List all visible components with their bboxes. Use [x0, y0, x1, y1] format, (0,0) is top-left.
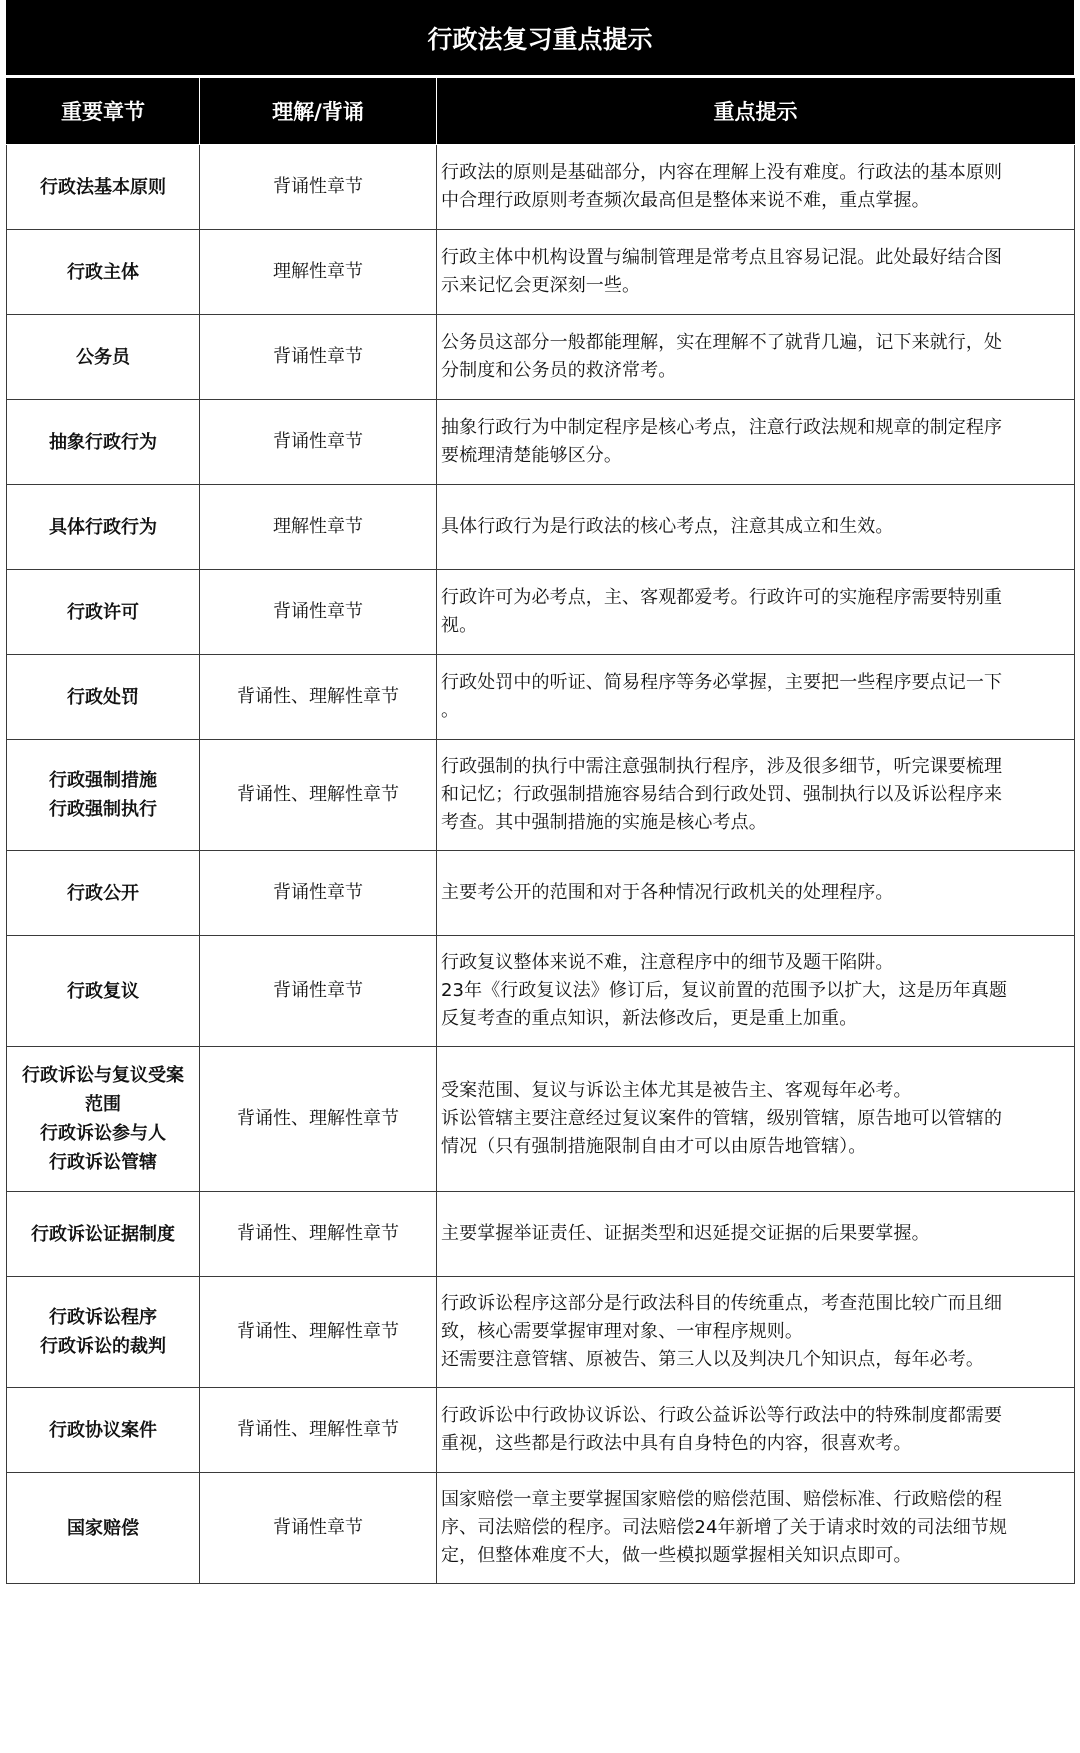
type-line: 背诵性、理解性章节: [237, 1108, 399, 1129]
tips-cell: [437, 570, 1075, 655]
tips-cell: [437, 1047, 1075, 1192]
chapter-cell: [7, 485, 200, 570]
tips-line: 行政许可为必考点，主、客观都爱考。行政许可的实施程序需要特别重: [441, 587, 1003, 608]
type-line: 背诵性章节: [273, 176, 363, 197]
tips-line: 行政诉讼中行政协议诉讼、行政公益诉讼等行政法中的特殊制度都需要: [441, 1405, 1003, 1426]
tips-line: 国家赔偿一章主要掌握国家赔偿的赔偿范围、赔偿标准、行政赔偿的程: [441, 1489, 1003, 1510]
table-row: [7, 740, 1075, 851]
review-table: [6, 78, 1075, 1584]
table-row: [7, 145, 1075, 230]
table-row: [7, 485, 1075, 570]
table-row: [7, 936, 1075, 1047]
type-cell: [200, 485, 437, 570]
chapter-cell: [7, 936, 200, 1047]
header-type: 理解/背诵: [200, 78, 437, 145]
table-title: 行政法复习重点提示: [6, 0, 1074, 78]
tips-line: 还需要注意管辖、原被告、第三人以及判决几个知识点，每年必考。: [441, 1349, 984, 1370]
tips-line: 行政复议整体来说不难，注意程序中的细节及题干陷阱。: [441, 952, 894, 973]
tips-line: 受案范围、复议与诉讼主体尤其是被告主、客观每年必考。: [441, 1080, 912, 1101]
tips-line: 行政处罚中的听证、简易程序等务必掌握，主要把一些程序要点记一下: [441, 672, 1003, 693]
chapter-line: 行政主体: [67, 261, 139, 283]
chapter-line: 行政诉讼的裁判: [40, 1336, 166, 1357]
review-table-container: [6, 0, 1074, 1584]
chapter-line: 行政诉讼证据制度: [31, 1223, 175, 1245]
table-row: [7, 230, 1075, 315]
type-cell: [200, 145, 437, 230]
chapter-line: 行政处罚: [67, 686, 139, 708]
tips-cell: [437, 936, 1075, 1047]
tips-line: 分制度和公务员的救济常考。: [441, 360, 677, 381]
type-line: 背诵性章节: [273, 980, 363, 1001]
chapter-line: 行政诉讼管辖: [49, 1152, 157, 1173]
table-row: [7, 851, 1075, 936]
tips-line: 23年《行政复议法》修订后，复议前置的范围予以扩大，这是历年真题: [441, 980, 1008, 1001]
tips-line: 定，但整体难度不大，做一些模拟题掌握相关知识点即可。: [441, 1545, 912, 1566]
tips-cell: [437, 315, 1075, 400]
tips-line: 反复考查的重点知识，新法修改后，更是重上加重。: [441, 1008, 858, 1029]
type-line: 背诵性、理解性章节: [237, 1223, 399, 1244]
table-row: [7, 1388, 1075, 1473]
chapter-cell: [7, 400, 200, 485]
chapter-cell: [7, 1277, 200, 1388]
type-cell: [200, 1277, 437, 1388]
type-line: 背诵性、理解性章节: [237, 1321, 399, 1342]
chapter-cell: [7, 1388, 200, 1473]
chapter-line: 行政复议: [67, 980, 139, 1002]
tips-line: 致，核心需要掌握审理对象、一审程序规则。: [441, 1321, 803, 1342]
chapter-cell: [7, 1192, 200, 1277]
chapter-line: 行政法基本原则: [40, 176, 166, 198]
type-line: 背诵性章节: [273, 1517, 363, 1538]
header-tips: 重点提示: [437, 78, 1075, 145]
type-line: 背诵性章节: [273, 431, 363, 452]
type-line: 背诵性、理解性章节: [237, 784, 399, 805]
table-row: [7, 1047, 1075, 1192]
type-cell: [200, 936, 437, 1047]
chapter-cell: [7, 655, 200, 740]
table-row: [7, 655, 1075, 740]
type-cell: [200, 1192, 437, 1277]
chapter-line: 行政协议案件: [49, 1419, 157, 1441]
type-cell: [200, 740, 437, 851]
type-line: 背诵性章节: [273, 346, 363, 367]
tips-line: 主要掌握举证责任、证据类型和迟延提交证据的后果要掌握。: [441, 1223, 930, 1244]
tips-line: 行政法的原则是基础部分，内容在理解上没有难度。行政法的基本原则: [441, 162, 1003, 183]
header-row: [7, 78, 1075, 145]
tips-cell: [437, 851, 1075, 936]
tips-line: 和记忆；行政强制措施容易结合到行政处罚、强制执行以及诉讼程序来: [441, 784, 1003, 805]
tips-line: 行政诉讼程序这部分是行政法科目的传统重点，考查范围比较广而且细: [441, 1293, 1003, 1314]
tips-line: 抽象行政行为中制定程序是核心考点，注意行政法规和规章的制定程序: [441, 417, 1003, 438]
chapter-cell: [7, 1047, 200, 1192]
chapter-line: 行政许可: [67, 601, 139, 623]
tips-line: 序、司法赔偿的程序。司法赔偿24年新增了关于请求时效的司法细节规: [441, 1517, 1008, 1538]
header-chapter: 重要章节: [7, 78, 200, 145]
tips-line: 主要考公开的范围和对于各种情况行政机关的处理程序。: [441, 882, 894, 903]
type-cell: [200, 1047, 437, 1192]
tips-line: 公务员这部分一般都能理解，实在理解不了就背几遍，记下来就行，处: [441, 332, 1003, 353]
chapter-line: 公务员: [76, 346, 130, 368]
chapter-cell: [7, 230, 200, 315]
tips-line: 要梳理清楚能够区分。: [441, 445, 622, 466]
tips-line: 诉讼管辖主要注意经过复议案件的管辖，级别管辖，原告地可以管辖的: [441, 1108, 1003, 1129]
chapter-line: 行政强制执行: [49, 799, 157, 820]
tips-line: 重视，这些都是行政法中具有自身特色的内容，很喜欢考。: [441, 1433, 912, 1454]
chapter-cell: [7, 851, 200, 936]
chapter-line: 行政诉讼程序: [49, 1307, 157, 1328]
chapter-line: 抽象行政行为: [49, 431, 157, 453]
type-cell: [200, 655, 437, 740]
type-line: 理解性章节: [273, 516, 363, 537]
tips-line: 情况（只有强制措施限制自由才可以由原告地管辖）。: [441, 1136, 867, 1157]
type-cell: [200, 570, 437, 655]
chapter-line: 行政强制措施: [49, 770, 157, 791]
tips-line: 行政主体中机构设置与编制管理是常考点且容易记混。此处最好结合图: [441, 247, 1003, 268]
tips-line: 中合理行政原则考查频次最高但是整体来说不难，重点掌握。: [441, 190, 930, 211]
type-cell: [200, 1388, 437, 1473]
chapter-line: 具体行政行为: [49, 516, 157, 538]
chapter-cell: [7, 740, 200, 851]
chapter-cell: [7, 570, 200, 655]
table-row: [7, 1473, 1075, 1584]
tips-line: 示来记忆会更深刻一些。: [441, 275, 641, 296]
type-line: 背诵性、理解性章节: [237, 1419, 399, 1440]
type-line: 背诵性、理解性章节: [237, 686, 399, 707]
tips-line: 。: [441, 700, 460, 721]
tips-cell: [437, 485, 1075, 570]
chapter-line: 行政公开: [67, 882, 139, 904]
tips-line: 考查。其中强制措施的实施是核心考点。: [441, 812, 767, 833]
table-row: [7, 570, 1075, 655]
type-cell: [200, 851, 437, 936]
chapter-line: 行政诉讼参与人: [40, 1123, 166, 1144]
chapter-cell: [7, 145, 200, 230]
tips-cell: [437, 230, 1075, 315]
tips-line: 行政强制的执行中需注意强制执行程序，涉及很多细节，听完课要梳理: [441, 756, 1003, 777]
chapter-line: 行政诉讼与复议受案: [22, 1065, 184, 1086]
chapter-cell: [7, 1473, 200, 1584]
tips-cell: [437, 655, 1075, 740]
type-line: 理解性章节: [273, 261, 363, 282]
type-cell: [200, 1473, 437, 1584]
type-line: 背诵性章节: [273, 882, 363, 903]
tips-cell: [437, 740, 1075, 851]
table-row: [7, 400, 1075, 485]
tips-cell: [437, 400, 1075, 485]
chapter-cell: [7, 315, 200, 400]
tips-cell: [437, 1192, 1075, 1277]
type-cell: [200, 230, 437, 315]
tips-line: 具体行政行为是行政法的核心考点，注意其成立和生效。: [441, 516, 894, 537]
chapter-line: 国家赔偿: [67, 1517, 139, 1539]
table-row: [7, 315, 1075, 400]
tips-line: 视。: [441, 615, 478, 636]
tips-cell: [437, 1473, 1075, 1584]
type-line: 背诵性章节: [273, 601, 363, 622]
table-row: [7, 1277, 1075, 1388]
tips-cell: [437, 1277, 1075, 1388]
type-cell: [200, 400, 437, 485]
table-row: [7, 1192, 1075, 1277]
tips-cell: [437, 145, 1075, 230]
tips-cell: [437, 1388, 1075, 1473]
type-cell: [200, 315, 437, 400]
chapter-line: 范围: [85, 1094, 121, 1115]
